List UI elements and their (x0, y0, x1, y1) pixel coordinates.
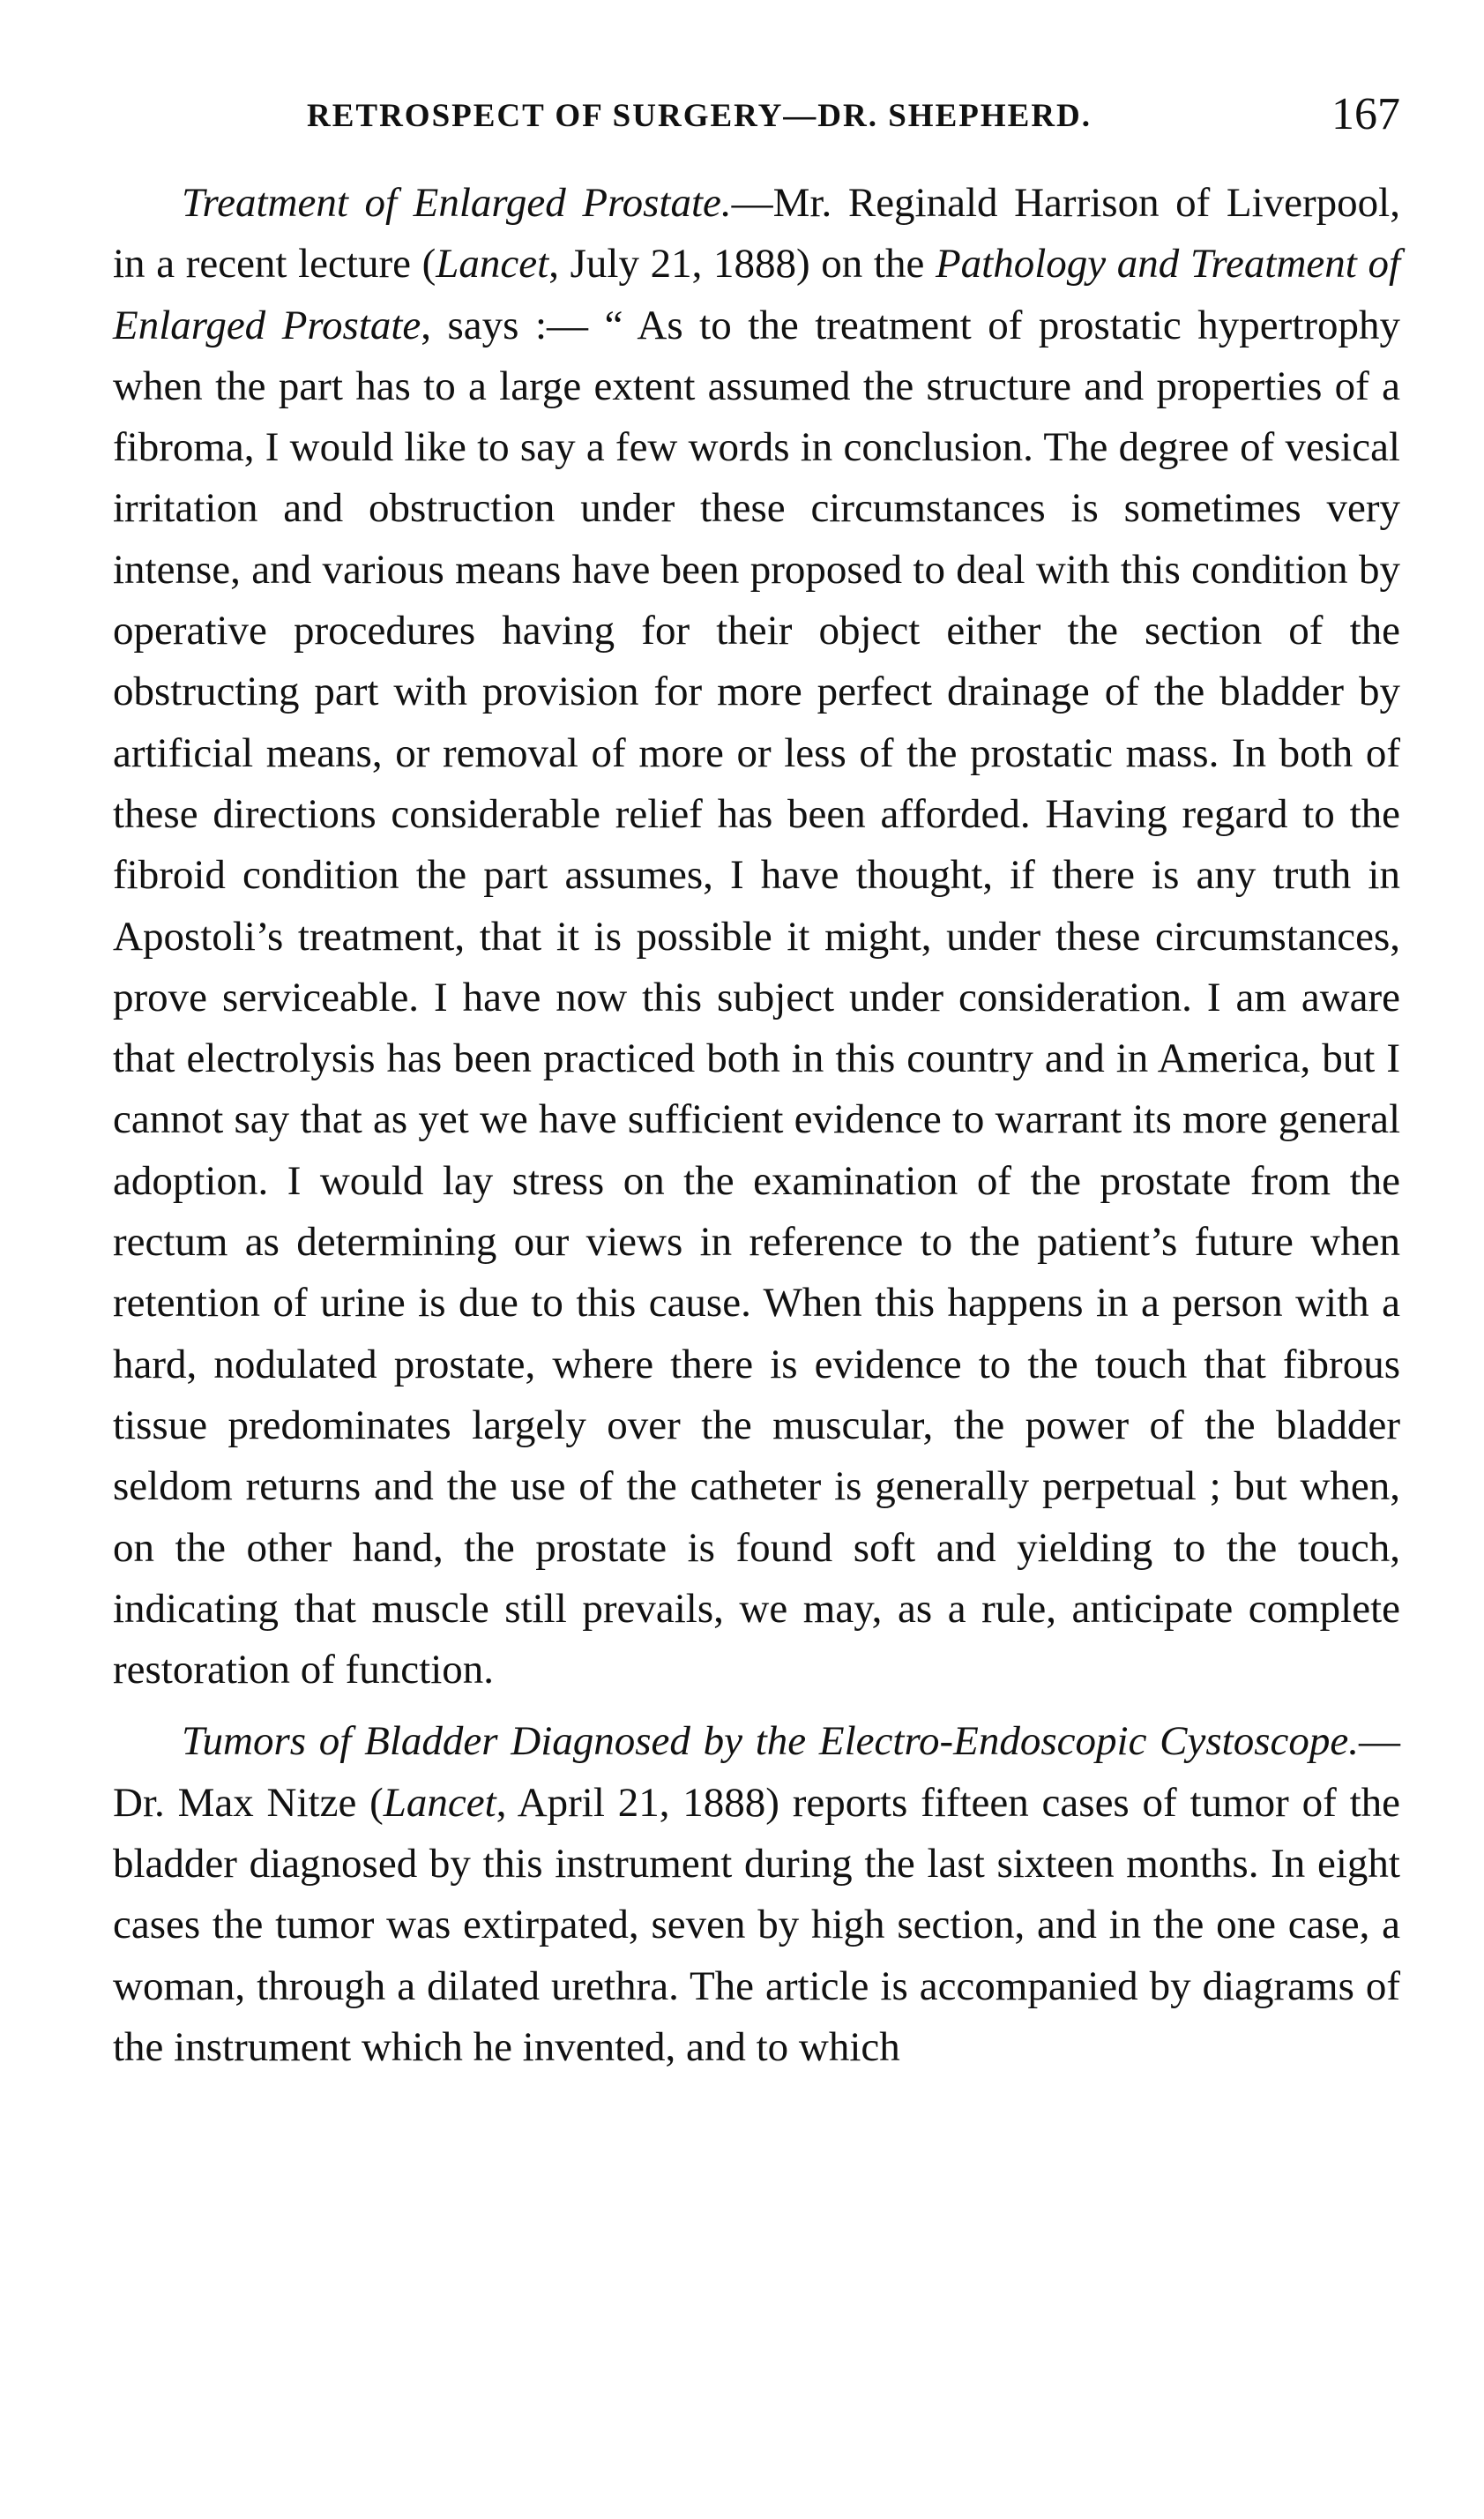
page-number: 167 (1331, 89, 1400, 139)
text-run: , April 21, 1888) reports fifteen cases of tumor of the bladder diagnosed by this instrument during the last sixteen months. In eight cases the tumor was extirpated, seven by high section, and in the one case, a woman, through a dilated urethra. The article is accompanied by diagrams of the instrument which he invented, and to which (113, 1779, 1400, 2070)
running-title: RETROSPECT OF SURGERY—DR. SHEPHERD. (307, 98, 1092, 134)
section-heading: Tumors of Bladder Diagnosed by the Electro-Endoscopic Cystoscope. (182, 1718, 1359, 1765)
running-head (113, 88, 1400, 141)
paragraph-enlarged-prostate (113, 173, 1400, 1701)
text-run: —Mr. Reginald Harrison of Liverpool, in a recent lecture ( (113, 180, 1400, 288)
citation-italic: Lancet (383, 1779, 496, 1826)
text-run: , July 21, 1888) on the (548, 241, 936, 288)
text-run: —Dr. Max Nitze ( (113, 1718, 1400, 1826)
paragraph-bladder-tumors (113, 1711, 1400, 2078)
section-heading: Treatment of Enlarged Prostate. (182, 180, 732, 226)
lecture-title-italic: Pathology and Treatment of Enlarged Prostate (113, 241, 1401, 348)
quoted-text: , says :— “ As to the treatment of prostatic hypertrophy when the part has to a large extent assumed the structure and properties of a fibroma, I would like to say a few words in conclusion. The degree of vesical irritation and obstruction under these circumstances is sometimes very intense, and various means have been proposed to deal with this condition by operative procedures having for their object either the section of the obstructing part with provision for more perfect drainage of the bladder by artificial means, or removal of more or less of the prostatic mass. In both of these directions considerable relief has been afforded. Having regard to the fibroid condition the part assumes, I have thought, if there is any truth in Apostoli’s treatment, that it is possible it might, under these circumstances, prove serviceable. I have now this subject under consideration. I am aware that electrolysis has been practiced both in this country and in America, but I cannot say that as yet we have sufficient evidence to warrant its more general adoption. I would lay stress on the examination of the prostate from the rectum as determining our views in reference to the patient’s future when retention of urine is due to this cause. When this happens in a person with a hard, nodulated prostate, where there is evidence to the touch that fibrous tissue predominates largely over the muscular, the power of the bladder seldom returns and the use of the catheter is generally perpetual ; but when, on the other hand, the prostate is found soft and yielding to the touch, indicating that muscle still prevails, we may, as a rule, anticipate complete restoration of function. (113, 302, 1400, 1693)
body-text (113, 173, 1400, 2078)
citation-italic: Lancet (436, 241, 549, 288)
